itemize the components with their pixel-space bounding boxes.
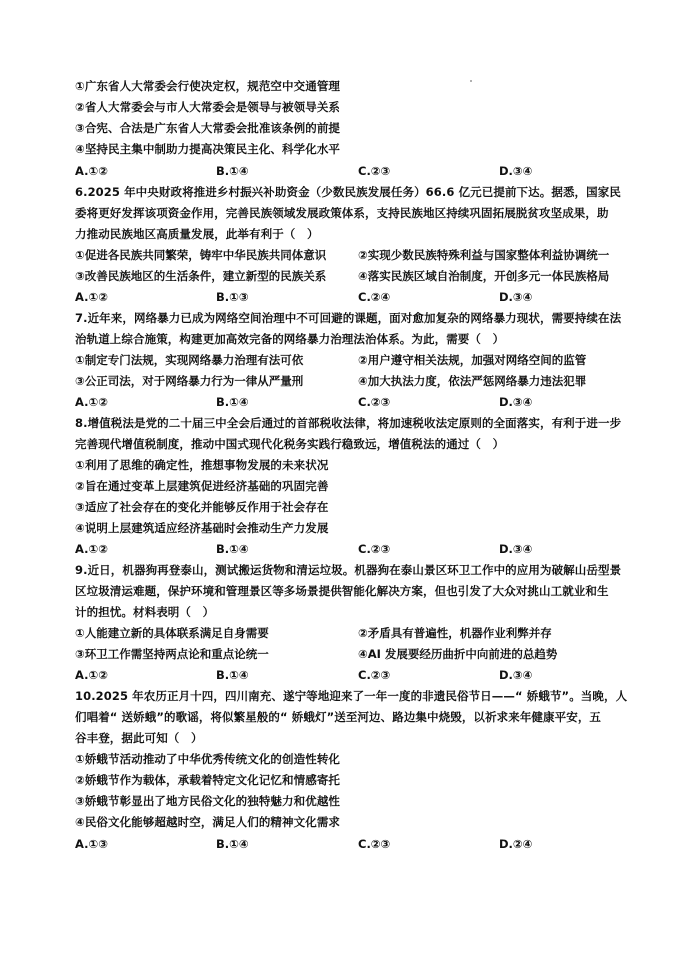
q8-choices (75, 542, 635, 556)
q9-choice-d[interactable]: D.③④ (499, 668, 533, 682)
q7-stem-1: 7.近年来，网络暴力已成为网络空间治理中不可回避的课题，面对愈加复杂的网络暴力现状，需要持续在法 (75, 311, 622, 325)
q5-choice-c[interactable]: C.②③ (358, 164, 391, 178)
q10-stem-1: 10.2025 年农历正月十四，四川南充、遂宁等地迎来了一年一度的非遗民俗节日——“ 娇蛾节”。当晚，人 (75, 689, 628, 703)
q7-choices (75, 395, 635, 409)
q10-choice-a[interactable]: A.①③ (75, 837, 108, 851)
q10-stem-3: 谷丰登，据此可知（ ） (75, 731, 203, 745)
q6-item-3: ③改善民族地区的生活条件，建立新型的民族关系 (75, 269, 327, 283)
q6-choices (75, 290, 635, 304)
q9-item-3: ③环卫工作需坚持两点论和重点论统一 (75, 647, 269, 661)
q6-stem-3: 力推动民族地区高质量发展，此举有利于（ ） (75, 227, 319, 241)
q9-stem-2: 区垃圾清运难题，保护环境和管理景区等多场景提供智能化解决方案，但也引发了大众对挑山工就业和生 (75, 584, 609, 598)
q8-item-3: ③适应了社会存在的变化并能够反作用于社会存在 (75, 500, 329, 514)
q6-items-row-1 (75, 248, 635, 262)
q7-choice-d[interactable]: D.③④ (499, 395, 533, 409)
q6-stem-1: 6.2025 年中央财政将推进乡村振兴补助资金（少数民族发展任务）66.6 亿元已提前下达。据悉，国家民 (75, 185, 621, 199)
q7-item-3: ③公正司法，对于网络暴力行为一律从严量刑 (75, 374, 304, 388)
q10-item-4: ④民俗文化能够超越时空，满足人们的精神文化需求 (75, 815, 341, 829)
q5-choice-b[interactable]: B.①④ (216, 164, 249, 178)
q8-choice-a[interactable]: A.①② (75, 542, 108, 556)
q9-choices (75, 668, 635, 682)
q8-item-4: ④说明上层建筑适应经济基础时会推动生产力发展 (75, 521, 329, 535)
q6-items-row-2 (75, 269, 635, 283)
q9-choice-b[interactable]: B.①④ (216, 668, 249, 682)
q6-item-2: ②实现少数民族特殊利益与国家整体利益协调统一 (358, 248, 610, 262)
q8-choice-b[interactable]: B.①④ (216, 542, 249, 556)
q9-item-1: ①人能建立新的具体联系满足自身需要 (75, 626, 269, 640)
q10-stem-2: 们唱着“ 送娇蛾”的歌谣，将似繁星般的“ 娇蛾灯”送至河边、路边集中烧毁，以祈求来年健康平安，五 (75, 710, 602, 724)
q7-item-2: ②用户遵守相关法规，加强对网络空间的监管 (358, 353, 587, 367)
q6-choice-c[interactable]: C.②④ (358, 290, 391, 304)
q6-choice-a[interactable]: A.①② (75, 290, 108, 304)
q10-choice-c[interactable]: C.②③ (358, 837, 391, 851)
q8-stem-2: 完善现代增值税制度，推动中国式现代化税务实践行稳致远，增值税法的通过（ ） (75, 437, 505, 451)
q5-choice-a[interactable]: A.①② (75, 164, 108, 178)
q7-item-4: ④加大执法力度，依法严惩网络暴力违法犯罪 (358, 374, 587, 388)
q6-stem-2: 委将更好发挥该项资金作用，完善民族领域发展政策体系，支持民族地区持续巩固拓展脱贫攻坚成果，助 (75, 206, 609, 220)
q10-item-1: ①娇蛾节活动推动了中华优秀传统文化的创造性转化 (75, 752, 341, 766)
q5-item-1: ①广东省人大常委会行使决定权，规范空中交通管理 (75, 79, 341, 93)
q8-choice-d[interactable]: D.③④ (499, 542, 533, 556)
q7-choice-a[interactable]: A.①② (75, 395, 108, 409)
q9-items-row-2 (75, 647, 635, 661)
q8-choice-c[interactable]: C.②③ (358, 542, 391, 556)
q6-item-1: ①促进各民族共同繁荣，铸牢中华民族共同体意识 (75, 248, 327, 262)
q7-choice-b[interactable]: B.①④ (216, 395, 249, 409)
q9-stem-1: 9.近日，机器狗再登泰山，测试搬运货物和清运垃圾。机器狗在泰山景区环卫工作中的应用为破解山岳型景 (75, 563, 622, 577)
q7-items-row-1 (75, 353, 635, 367)
q7-item-1: ①制定专门法规，实现网络暴力治理有法可依 (75, 353, 304, 367)
q6-choice-b[interactable]: B.①③ (216, 290, 249, 304)
q10-choices (75, 837, 635, 851)
q9-item-4: ④AI 发展要经历曲折中向前进的总趋势 (358, 647, 558, 661)
q9-stem-3: 计的担忧。材料表明（ ） (75, 605, 215, 619)
q5-choices (75, 164, 635, 178)
q5-item-3: ③合宪、合法是广东省人大常委会批准该条例的前提 (75, 121, 341, 135)
q9-choice-a[interactable]: A.①② (75, 668, 108, 682)
q5-item-4: ④坚持民主集中制助力提高决策民主化、科学化水平 (75, 142, 341, 156)
q8-stem-1: 8.增值税法是党的二十届三中全会后通过的首部税收法律，将加速税收法定原则的全面落实，有利于进一步 (75, 416, 622, 430)
q5-choice-d[interactable]: D.③④ (499, 164, 533, 178)
q10-item-3: ③娇蛾节彰显出了地方民俗文化的独特魅力和优越性 (75, 794, 341, 808)
q6-item-4: ④落实民族区域自治制度，开创多元一体民族格局 (358, 269, 610, 283)
q7-choice-c[interactable]: C.②③ (358, 395, 391, 409)
q9-items-row-1 (75, 626, 635, 640)
q9-item-2: ②矛盾具有普遍性，机器作业利弊并存 (358, 626, 552, 640)
q5-item-2: ②省人大常委会与市人大常委会是领导与被领导关系 (75, 100, 341, 114)
q10-choice-b[interactable]: B.①④ (216, 837, 249, 851)
q10-choice-d[interactable]: D.②④ (499, 837, 533, 851)
q8-item-2: ②旨在通过变革上层建筑促进经济基础的巩固完善 (75, 479, 329, 493)
q7-stem-2: 治轨道上综合施策，构建更加高效完备的网络暴力治理法治体系。为此，需要（ ） (75, 332, 505, 346)
q10-item-2: ②娇蛾节作为载体，承载着特定文化记忆和情感寄托 (75, 773, 341, 787)
q6-choice-d[interactable]: D.③④ (499, 290, 533, 304)
q9-choice-c[interactable]: C.②③ (358, 668, 391, 682)
q7-items-row-2 (75, 374, 635, 388)
q8-item-1: ①利用了思维的确定性，推想事物发展的未来状况 (75, 458, 329, 472)
